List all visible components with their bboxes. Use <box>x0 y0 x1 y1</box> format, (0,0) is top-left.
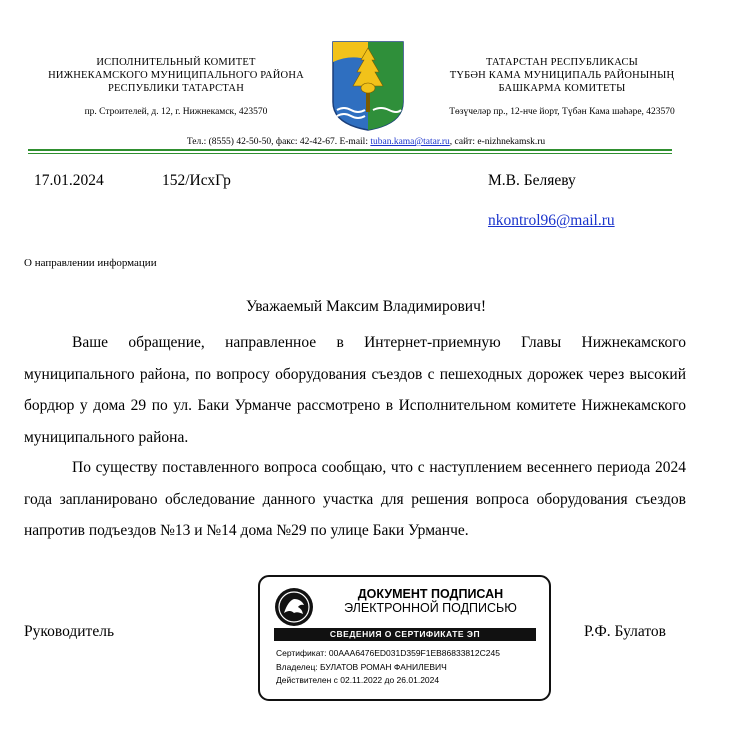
letterhead-divider-thin <box>28 153 672 154</box>
registration-number: 152/ИсхГр <box>162 172 231 189</box>
stamp-certificate <box>276 648 500 658</box>
document-date: 17.01.2024 <box>34 172 104 189</box>
stamp-certificate-bar: СВЕДЕНИЯ О СЕРТИФИКАТЕ ЭП <box>274 628 536 641</box>
letterhead-right-address: Төзүчеләр пр., 12-нче йорт, Түбән Кама шәһәре, 423570 <box>449 107 675 117</box>
document-subject: О направлении информации <box>24 257 157 269</box>
letterhead-contacts <box>0 137 732 147</box>
stamp-title <box>318 587 543 615</box>
stamp-title-line-1: ДОКУМЕНТ ПОДПИСАН <box>357 587 504 601</box>
letterhead-left <box>28 56 324 95</box>
contacts-site: , сайт: e-nizhnekamsk.ru <box>449 137 546 147</box>
body-paragraph-1: Ваше обращение, направленное в Интернет-приемную Главы Нижнекамского муниципального района, по вопросу оборудования съездов с пешеходных дорожек через высокий бордюр у дома 29 по ул. Баки Урманче рассмотрено в Исполнительном комитете Нижнекамского муниципального района. <box>24 334 686 446</box>
signer-role: Руководитель <box>24 623 115 640</box>
e-signature-stamp <box>258 575 551 701</box>
letterhead-right-line-3: БАШКАРМА КОМИТЕТЫ <box>498 83 626 94</box>
stamp-owner-label: Владелец: <box>276 662 321 672</box>
letterhead-right-line-2: ТҮБӘН КАМА МУНИЦИПАЛЬ РАЙОНЫНЫҢ <box>449 70 675 81</box>
stamp-certificate-label: Сертификат: <box>276 648 329 658</box>
tatarstan-emblem-icon <box>274 587 314 627</box>
letterhead-left-line-3: РЕСПУБЛИКИ ТАТАРСТАН <box>107 83 244 94</box>
stamp-certificate-value: 00AAA6476ED031D359F1EB86833812C245 <box>328 648 500 658</box>
signer-name: Р.Ф. Булатов <box>584 623 666 640</box>
body-paragraph-2: По существу поставленного вопроса сообщаю, что с наступлением весеннего периода 2024 года запланировано обследование данного участка для решения вопроса оборудования съездов напротив подъездов №13 и №14 дома №29 по улице Баки Урманче. <box>24 459 686 539</box>
letterhead-divider-thick <box>28 149 672 151</box>
letterhead-right <box>432 56 692 95</box>
stamp-title-line-2: ЭЛЕКТРОННОЙ ПОДПИСЬЮ <box>344 601 517 615</box>
stamp-owner <box>276 662 447 672</box>
contacts-email-link[interactable]: tuban.kama@tatar.ru <box>370 137 450 147</box>
stamp-validity: Действителен с 02.11.2022 до 26.01.2024 <box>276 675 440 685</box>
letterhead-left-line-2: НИЖНЕКАМСКОГО МУНИЦИПАЛЬНОГО РАЙОНА <box>48 70 304 81</box>
coat-of-arms-emblem <box>331 40 405 132</box>
letterhead-left-address: пр. Строителей, д. 12, г. Нижнекамск, 423570 <box>84 107 268 117</box>
addressee-name: М.В. Беляеву <box>488 172 576 189</box>
letterhead-left-line-1: ИСПОЛНИТЕЛЬНЫЙ КОМИТЕТ <box>96 57 256 68</box>
stamp-owner-value: БУЛАТОВ РОМАН ФАНИЛЕВИЧ <box>320 662 447 672</box>
letterhead-right-line-1: ТАТАРСТАН РЕСПУБЛИКАСЫ <box>485 57 639 68</box>
addressee-email-link[interactable]: nkontrol96@mail.ru <box>488 212 615 229</box>
contacts-phone-fax: Тел.: (8555) 42-50-50, факс: 42-42-67. E-mail: <box>186 137 371 147</box>
salutation: Уважаемый Максим Владимирович! <box>245 298 487 315</box>
